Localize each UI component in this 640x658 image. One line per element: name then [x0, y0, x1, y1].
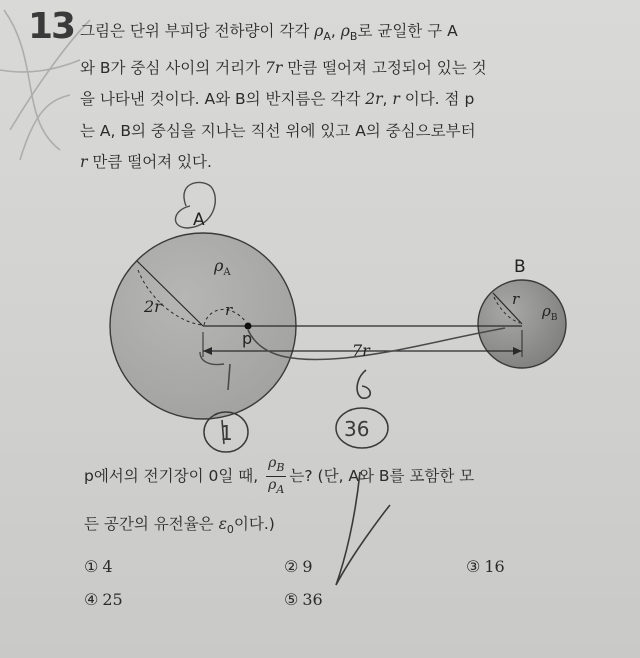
ratio-fraction: $\frac{\rho_B}{\rho_A}$	[268, 455, 285, 496]
choice-2[interactable]: ② 9	[284, 557, 313, 576]
stem-line-3: 을 나타낸 것이다. A와 B의 반지름은 각각 2r, r 이다. 점 p	[80, 90, 475, 108]
stem-line-5: r 만큼 떨어져 있다.	[80, 153, 212, 171]
label-point-p: p	[242, 329, 253, 348]
question-number: 13	[28, 6, 75, 47]
ask-line-2: 든 공간의 유전율은 $\varepsilon_0$이다.)	[84, 515, 275, 536]
label-rho-b: $\rho_B$	[542, 302, 558, 323]
label-sphere-b: B	[514, 257, 526, 277]
choice-4[interactable]: ④ 25	[84, 590, 123, 609]
stem-line-1: 그림은 단위 부피당 전하량이 각각 $\rho_A$, $\rho_B$로 균일한 구 A	[80, 22, 458, 43]
label-rho-a: $\rho_A$	[214, 256, 231, 278]
label-radius-b: r	[512, 290, 520, 308]
stem-line-4: 는 A, B의 중심을 지나는 직선 위에 있고 A의 중심으로부터	[80, 121, 476, 140]
label-radius-a: 2r	[144, 297, 162, 316]
choice-5[interactable]: ⑤ 36	[284, 590, 323, 609]
stem-line-2: 와 B가 중심 사이의 거리가 7r 만큼 떨어져 고정되어 있는 것	[80, 58, 487, 77]
handwritten-circled-36: 36	[344, 417, 370, 441]
choice-3[interactable]: ③ 16	[466, 557, 505, 576]
label-distance: 7r	[352, 341, 370, 360]
handwritten-circled-1: 1	[220, 421, 233, 445]
label-sphere-a: A	[193, 210, 205, 230]
ask-line-1: p에서의 전기장이 0일 때, $\frac{\rho_B}{\rho_A}$ 는? (단, A와 B를 포함한 모	[84, 455, 475, 496]
label-small-r: r	[225, 301, 233, 319]
choice-1[interactable]: ① 4	[84, 557, 113, 576]
